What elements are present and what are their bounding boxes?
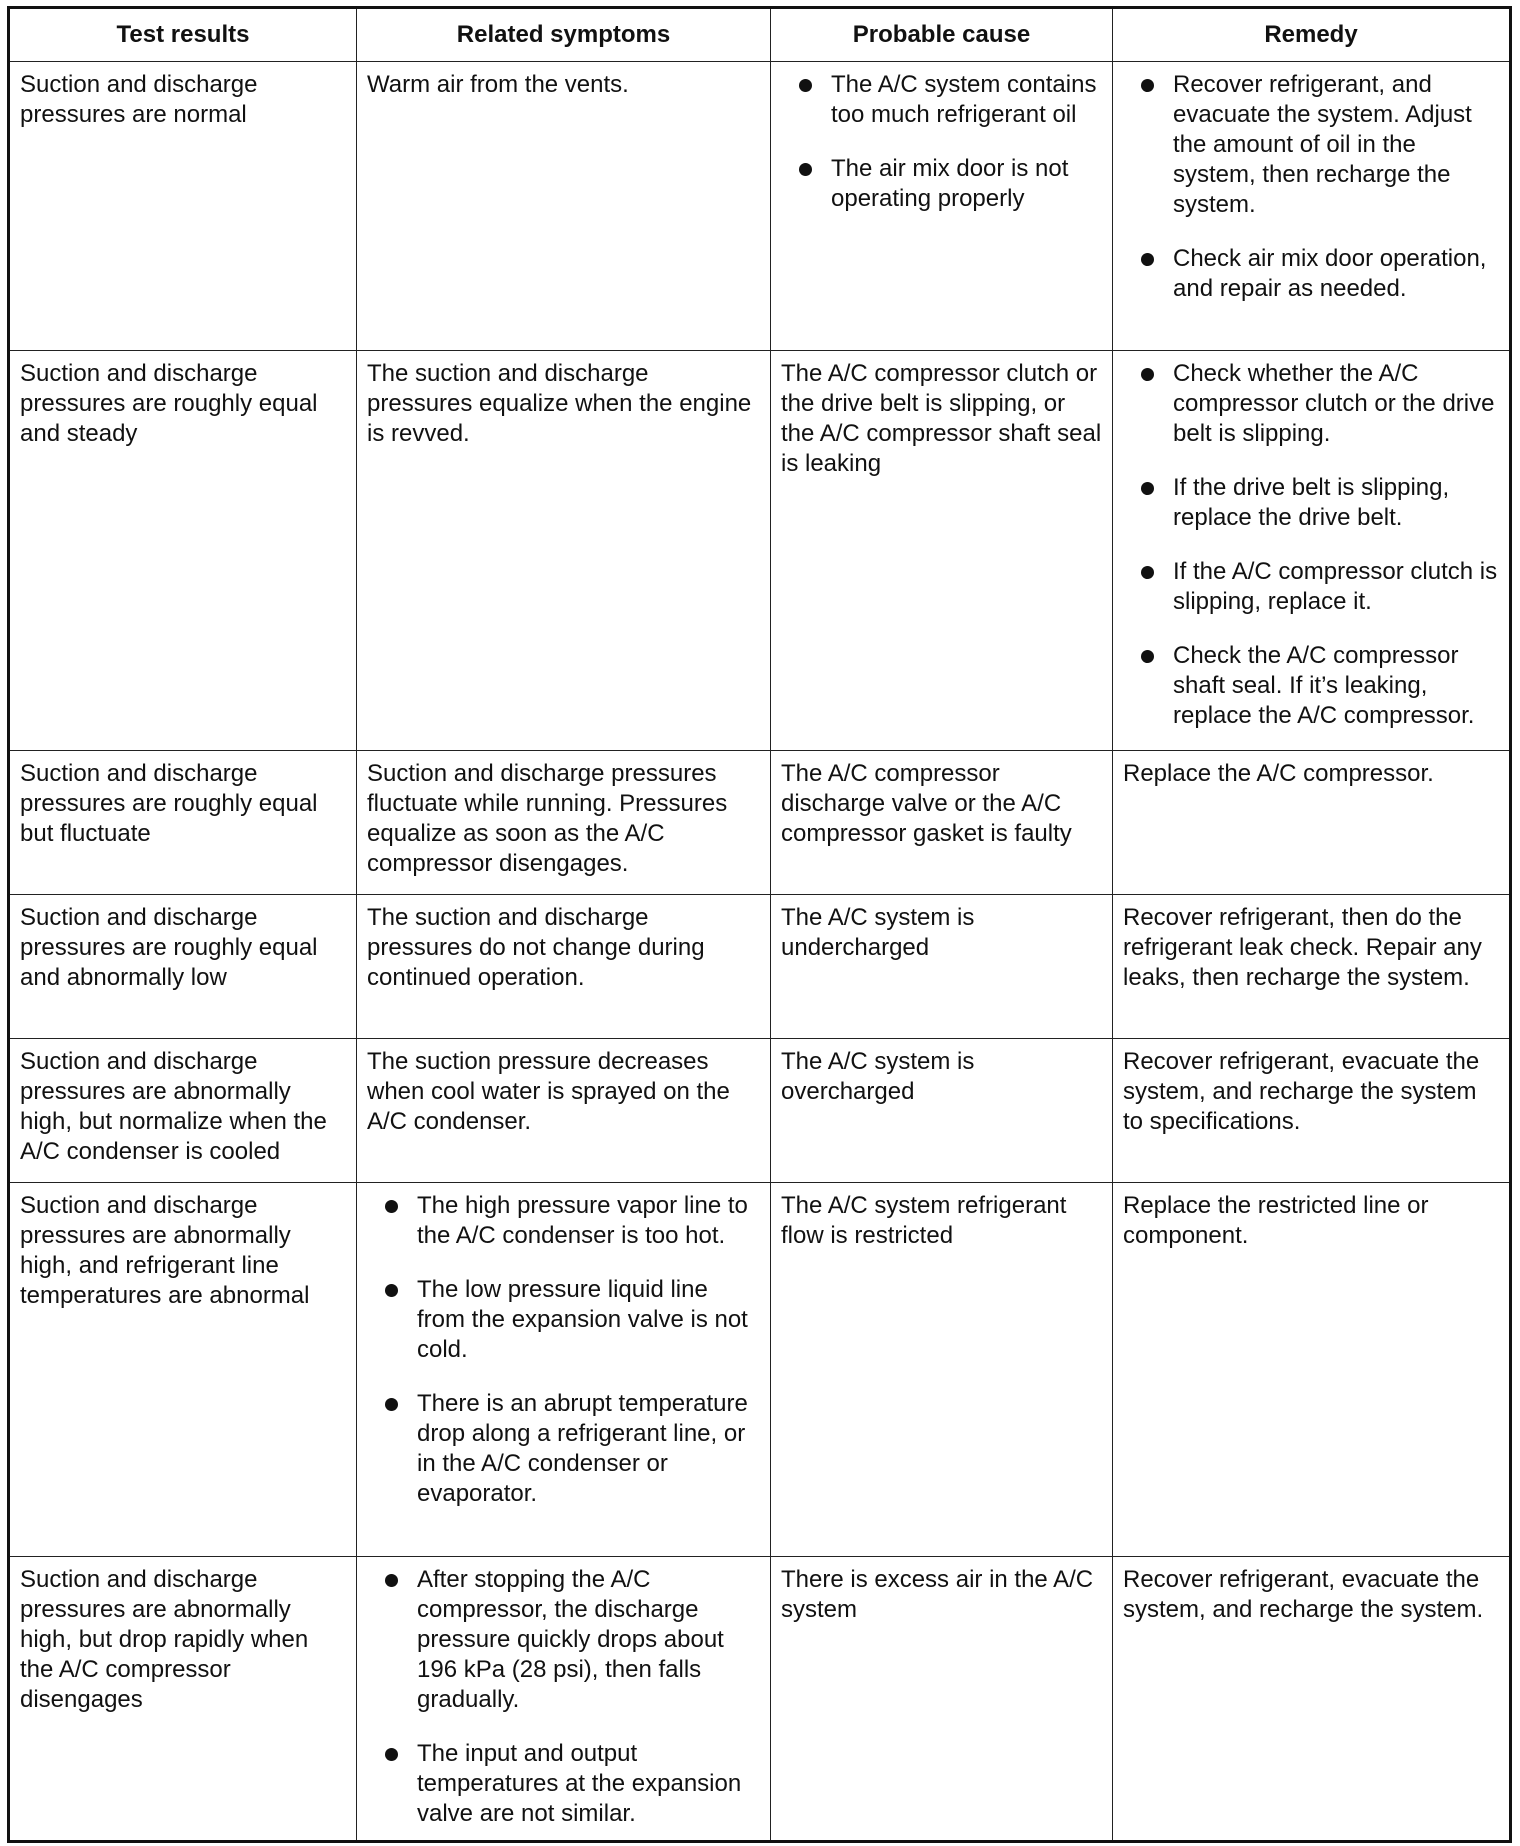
remedy-text: If the A/C compressor clutch is slipping, replace it. [1173, 558, 1498, 615]
cell-remedy: Recover refrigerant, evacuate the system, and recharge the system to specifications. [1113, 1039, 1511, 1183]
cell-test-result: Suction and discharge pressures are normal [9, 62, 357, 351]
cell-cause: The A/C system is overcharged [771, 1039, 1113, 1183]
table-row [9, 1557, 1511, 1842]
troubleshooting-table [7, 6, 1512, 1843]
cell-cause: The A/C compressor clutch or the drive belt is slipping, or the A/C compressor shaft seal is leaking [771, 351, 1113, 751]
remedy-text: Check air mix door operation, and repair as needed. [1173, 245, 1487, 302]
cell-test-result: Suction and discharge pressures are roughly equal but fluctuate [9, 751, 357, 895]
bullet-icon [1141, 650, 1154, 663]
cell-remedy: Replace the A/C compressor. [1113, 751, 1511, 895]
list-item [367, 1739, 760, 1829]
symptom-text: The input and output temperatures at the expansion valve are not similar. [417, 1740, 742, 1827]
cell-cause: The A/C system is undercharged [771, 895, 1113, 1039]
remedy-text: If the drive belt is slipping, replace the drive belt. [1173, 474, 1450, 531]
list-item [367, 1191, 760, 1251]
list-item [1123, 70, 1499, 220]
header-remedy: Remedy [1113, 8, 1511, 62]
cell-symptom: The suction and discharge pressures equalize when the engine is revved. [357, 351, 771, 751]
list-item [1123, 244, 1499, 304]
list-item [367, 1275, 760, 1365]
cause-text: The A/C system contains too much refrigerant oil [831, 71, 1097, 128]
list-item [1123, 359, 1499, 449]
cell-test-result: Suction and discharge pressures are abnormally high, but drop rapidly when the A/C compressor disengages [9, 1557, 357, 1842]
remedy-text: Check whether the A/C compressor clutch or the drive belt is slipping. [1173, 360, 1495, 447]
cause-list [781, 70, 1102, 214]
bullet-icon [799, 163, 812, 176]
cell-test-result: Suction and discharge pressures are abnormally high, but normalize when the A/C condenser is cooled [9, 1039, 357, 1183]
bullet-icon [799, 79, 812, 92]
table-row [9, 62, 1511, 351]
header-test-results: Test results [9, 8, 357, 62]
table-row [9, 1039, 1511, 1183]
bullet-icon [1141, 79, 1154, 92]
cell-remedy: Recover refrigerant, evacuate the system, and recharge the system. [1113, 1557, 1511, 1842]
table-row [9, 351, 1511, 751]
bullet-icon [385, 1284, 398, 1297]
cell-symptom: The suction pressure decreases when cool water is sprayed on the A/C condenser. [357, 1039, 771, 1183]
table-row [9, 751, 1511, 895]
cell-remedy: Recover refrigerant, then do the refrigerant leak check. Repair any leaks, then recharge the system. [1113, 895, 1511, 1039]
cause-text: The air mix door is not operating properly [831, 155, 1069, 212]
header-probable-cause: Probable cause [771, 8, 1113, 62]
symptom-text: After stopping the A/C compressor, the discharge pressure quickly drops about 196 kPa (28 psi), then falls gradually. [417, 1566, 724, 1713]
symptom-text: There is an abrupt temperature drop along a refrigerant line, or in the A/C condenser or evaporator. [417, 1390, 748, 1507]
bullet-icon [385, 1200, 398, 1213]
remedy-text: Recover refrigerant, and evacuate the system. Adjust the amount of oil in the system, then recharge the system. [1173, 71, 1472, 218]
cell-symptom: Suction and discharge pressures fluctuate while running. Pressures equalize as soon as the A/C compressor disengages. [357, 751, 771, 895]
list-item [1123, 641, 1499, 731]
header-related-symptoms: Related symptoms [357, 8, 771, 62]
cell-cause: The A/C system refrigerant flow is restricted [771, 1183, 1113, 1557]
bullet-icon [385, 1748, 398, 1761]
list-item [781, 70, 1102, 130]
list-item [1123, 557, 1499, 617]
list-item [781, 154, 1102, 214]
bullet-icon [1141, 253, 1154, 266]
cell-remedy [1113, 351, 1511, 751]
table-row [9, 895, 1511, 1039]
remedy-text: Check the A/C compressor shaft seal. If it’s leaking, replace the A/C compressor. [1173, 642, 1475, 729]
cell-symptom [357, 1557, 771, 1842]
bullet-icon [1141, 566, 1154, 579]
symptom-list [367, 1191, 760, 1509]
cell-remedy [1113, 62, 1511, 351]
remedy-list [1123, 359, 1499, 731]
bullet-icon [1141, 482, 1154, 495]
remedy-list [1123, 70, 1499, 304]
cell-cause: The A/C compressor discharge valve or the A/C compressor gasket is faulty [771, 751, 1113, 895]
table-row [9, 1183, 1511, 1557]
cell-cause [771, 62, 1113, 351]
list-item [367, 1389, 760, 1509]
bullet-icon [385, 1574, 398, 1587]
cell-symptom: Warm air from the vents. [357, 62, 771, 351]
list-item [367, 1565, 760, 1715]
bullet-icon [385, 1398, 398, 1411]
cell-symptom: The suction and discharge pressures do not change during continued operation. [357, 895, 771, 1039]
cell-test-result: Suction and discharge pressures are roughly equal and abnormally low [9, 895, 357, 1039]
list-item [1123, 473, 1499, 533]
cell-test-result: Suction and discharge pressures are abnormally high, and refrigerant line temperatures are abnormal [9, 1183, 357, 1557]
cell-cause: There is excess air in the A/C system [771, 1557, 1113, 1842]
cell-test-result: Suction and discharge pressures are roughly equal and steady [9, 351, 357, 751]
symptom-text: The high pressure vapor line to the A/C condenser is too hot. [417, 1192, 748, 1249]
cell-symptom [357, 1183, 771, 1557]
bullet-icon [1141, 368, 1154, 381]
header-row [9, 8, 1511, 62]
cell-remedy: Replace the restricted line or component. [1113, 1183, 1511, 1557]
symptom-list [367, 1565, 760, 1829]
symptom-text: The low pressure liquid line from the expansion valve is not cold. [417, 1276, 748, 1363]
